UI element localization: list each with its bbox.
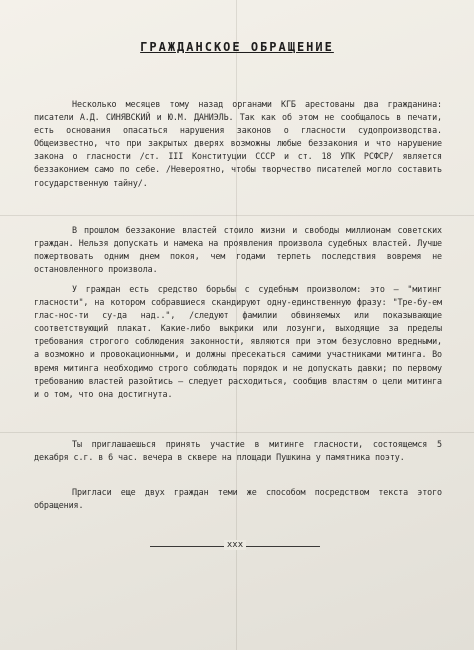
paper-crease bbox=[0, 432, 474, 433]
paragraph-3: У граждан есть средство борьбы с судебным произволом: это – "митинг гласности", на котором собравшиеся скандируют одну-единственную фразу: "Тре-бу-ем глас-нос-ти су-да над..", /следуют фамилии обвиняемых или показывающие соответствующий плакат. Какие-либо выкрики или лозунги, выходящие за пределы требования строгого соблюдения законности, являются при этом безусловно вредными, а возможно и провокационными, и должны пресекаться самими участниками митинга. Во время митинга необходимо строго соблюдать порядок и не допускать давки; по первому требованию властей разойтись – следует расходиться, сообщив властям о цели митинга и о том, что она достигнута. bbox=[34, 284, 442, 399]
paragraph-5: Пригласи еще двух граждан теми же способом посредством текста этого обращения. bbox=[34, 487, 442, 511]
signature-mark: ххх bbox=[224, 540, 246, 550]
paragraph-2: В прошлом беззаконие властей стоило жизни и свободы миллионам советских граждан. Нельзя допускать и намека на проявления произвола судебных властей. Лучше пожертвовать одним днем покоя, чем годами терпеть последствия вовремя не остановленного произвола. bbox=[34, 225, 442, 275]
paper-crease bbox=[0, 215, 474, 216]
document-title: ГРАЖДАНСКОЕ ОБРАЩЕНИЕ bbox=[140, 40, 334, 54]
paragraph-4: Ты приглашаешься принять участие в митинге гласности, состоящемся 5 декабря с.г. в 6 час. вечера в сквере на площади Пушкина у памятника поэту. bbox=[34, 439, 442, 463]
signature-line bbox=[150, 540, 320, 550]
paragraph-1: Несколько месяцев тому назад органами КГБ арестованы два гражданина: писатели А.Д. СИНЯВСКИЙ и Ю.М. ДАНИЭЛЬ. Так как об этом не сообщалось в печати, есть основания опасаться нарушения законов о гласности судопроизводства. Общеизвестно, что при закрытых дверях возможны любые беззакония и что нарушение закона о гласности /ст. III Конституции СССР и ст. 18 УПК РСФСР/ является беззаконием само по себе. /Невероятно, чтобы творчество писателей могло составить государственную тайну/. bbox=[34, 99, 442, 188]
